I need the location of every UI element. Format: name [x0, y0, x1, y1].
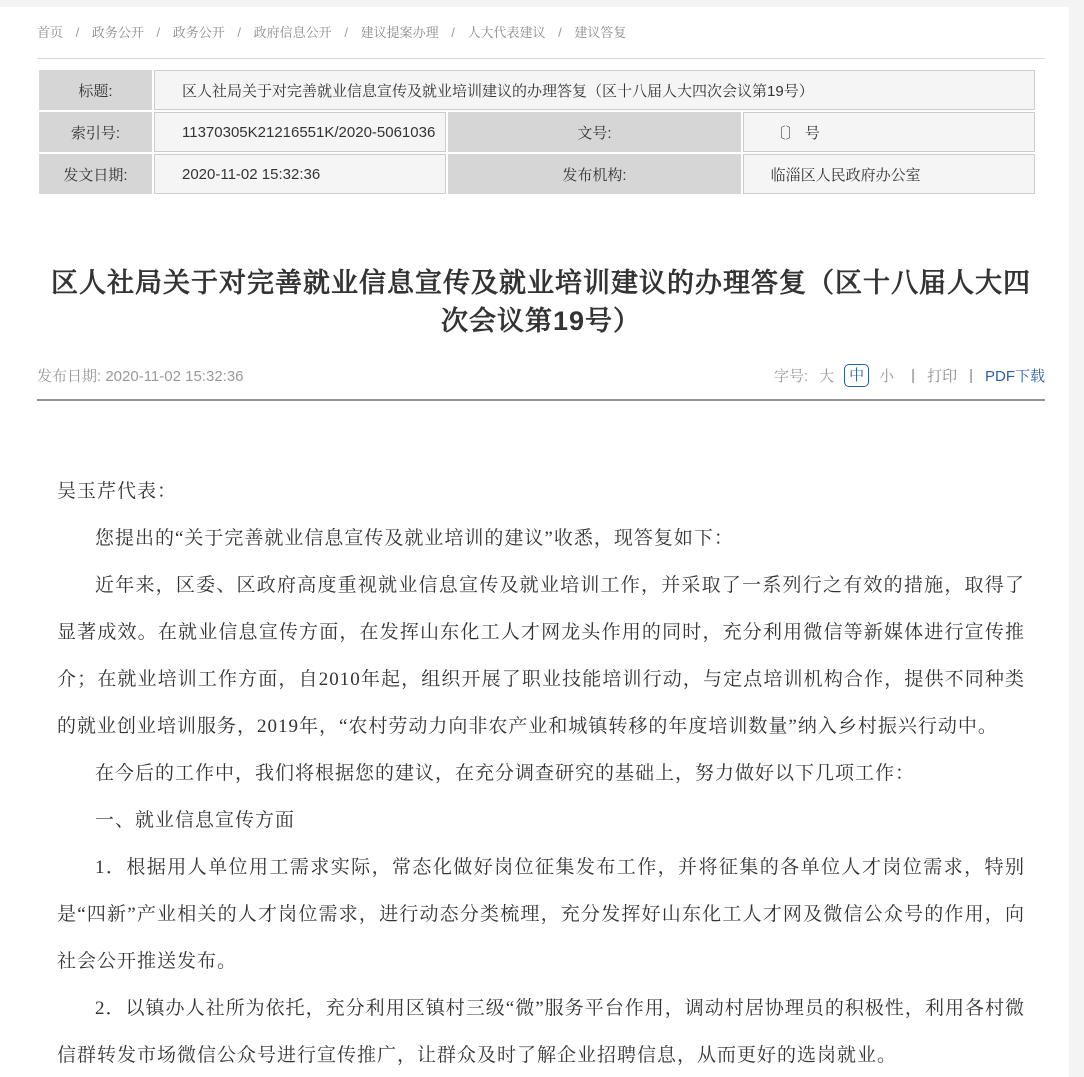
font-size-small-button[interactable]: 小 — [879, 368, 895, 385]
meta-agency-value: 临淄区人民政府办公室 — [743, 154, 1035, 194]
breadcrumb-item-zhengwu-2[interactable]: 政务公开 — [172, 25, 225, 40]
breadcrumb — [37, 7, 1045, 59]
body-paragraph-section-1: 一、就业信息宣传方面 — [95, 810, 296, 831]
meta-index-value: 11370305K21216551K/2020-5061036 — [154, 112, 446, 152]
article-toolbar — [37, 364, 1045, 387]
breadcrumb-item-zhengwu-1[interactable]: 政务公开 — [91, 25, 144, 40]
page-right-gutter — [1069, 0, 1084, 1077]
font-size-medium-button[interactable]: 中 — [844, 364, 869, 387]
meta-title-label: 标题: — [39, 70, 152, 110]
toolbar-separator: | — [969, 367, 973, 384]
breadcrumb-separator: / — [75, 25, 80, 40]
body-paragraph-item-2: 2．以镇办人社所为依托，充分利用区镇村三级“微”服务平台作用，调动村居协理员的积极性，利用各村微信群转发市场微信公众号进行宣传推广，让群众及时了解企业招聘信息，从而更好的选岗就业。 — [57, 998, 1025, 1066]
body-paragraph: 在今后的工作中，我们将根据您的建议，在充分调查研究的基础上，努力做好以下几项工作： — [95, 763, 916, 784]
font-size-label: 字号: — [773, 368, 809, 385]
article-body — [37, 401, 1045, 1077]
breadcrumb-item-gov-info[interactable]: 政府信息公开 — [253, 25, 332, 40]
meta-agency-label: 发布机构: — [448, 154, 740, 194]
toolbar-separator: | — [911, 367, 916, 384]
content-area — [0, 7, 1069, 1077]
body-paragraph: 您提出的“关于完善就业信息宣传及就业培训的建议”收悉，现答复如下： — [95, 528, 734, 549]
breadcrumb-separator: / — [451, 25, 455, 40]
breadcrumb-separator: / — [558, 25, 562, 40]
meta-row-title — [39, 70, 1035, 110]
publish-date-label: 发布日期: — [37, 368, 102, 385]
publish-date-value: 2020-11-02 15:32:36 — [105, 368, 244, 385]
meta-row-index — [39, 112, 1035, 152]
meta-index-label: 索引号: — [39, 112, 152, 152]
breadcrumb-item-suggestion-replies[interactable]: 建议答复 — [574, 25, 627, 40]
meta-doc-no-label: 文号: — [448, 112, 740, 152]
page-top-gutter — [0, 0, 1084, 7]
meta-date-label: 发文日期: — [39, 154, 152, 194]
meta-table — [37, 68, 1037, 196]
body-paragraph: 近年来，区委、区政府高度重视就业信息宣传及就业培训工作，并采取了一系列行之有效的措施，取得了显著成效。在就业信息宣传方面，在发挥山东化工人才网龙头作用的同时，充分利用微信等新媒体进行宣传推介；在就业培训工作方面，自2010年起，组织开展了职业技能培训行动，与定点培训机构合作，提供不同种类的就业创业培训服务，2019年，“农村劳动力向非农产业和城镇转移的年度培训数量”纳入乡村振兴行动中。 — [57, 575, 1025, 737]
meta-title-value: 区人社局关于对完善就业信息宣传及就业培训建议的办理答复（区十八届人大四次会议第19号） — [154, 70, 1035, 110]
font-size-large-button[interactable]: 大 — [819, 368, 835, 385]
breadcrumb-separator: / — [237, 25, 242, 40]
breadcrumb-item-npc-suggestions[interactable]: 人大代表建议 — [467, 25, 546, 40]
meta-row-date — [39, 154, 1035, 194]
print-button[interactable]: 打印 — [927, 368, 958, 385]
body-paragraph-salutation: 吴玉芹代表： — [57, 481, 178, 502]
meta-doc-no-value: 〔〕 号 — [743, 112, 1035, 152]
page-title: 区人社局关于对完善就业信息宣传及就业培训建议的办理答复（区十八届人大四次会议第19号） — [51, 268, 1031, 336]
breadcrumb-separator: / — [344, 25, 348, 40]
breadcrumb-separator: / — [156, 25, 161, 40]
breadcrumb-item-proposal-handling[interactable]: 建议提案办理 — [360, 25, 439, 40]
pdf-download-button[interactable]: PDF下载 — [984, 368, 1045, 385]
publish-date — [37, 365, 244, 386]
toolbar-actions — [774, 364, 1045, 387]
meta-date-value: 2020-11-02 15:32:36 — [154, 154, 446, 194]
breadcrumb-item-home[interactable]: 首页 — [37, 25, 64, 40]
body-paragraph-item-1: 1．根据用人单位用工需求实际，常态化做好岗位征集发布工作，并将征集的各单位人才岗位需求，特别是“四新”产业相关的人才岗位需求，进行动态分类梳理，充分发挥好山东化工人才网及微信公众号的作用，向社会公开推送发布。 — [57, 857, 1025, 972]
